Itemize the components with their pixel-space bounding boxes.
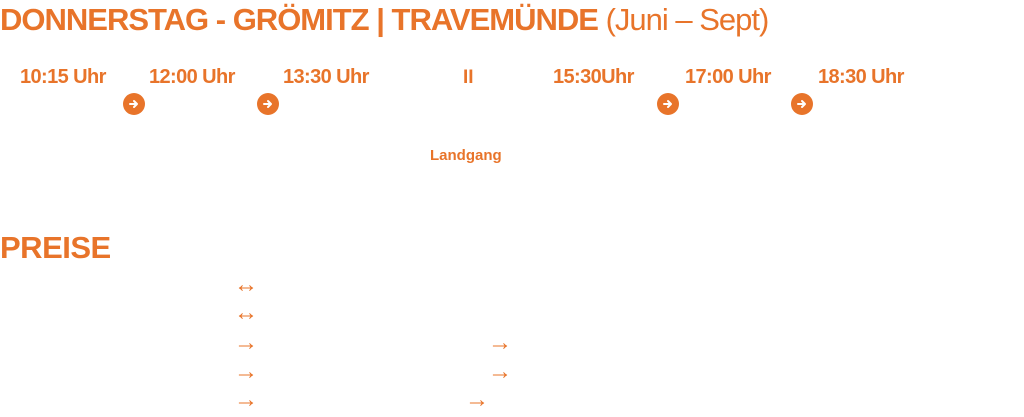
circle-arrow-right-icon [657, 93, 679, 115]
one-way-arrow-icon: → [488, 329, 512, 356]
one-way-arrow-icon: → [234, 386, 258, 413]
one-way-arrow-icon: → [234, 358, 258, 385]
page-title [0, 2, 768, 38]
departure-time-1: 10:15 Uhr [20, 66, 106, 88]
prices-heading: PREISE [0, 230, 111, 265]
one-way-arrow-icon: → [488, 358, 512, 385]
circle-arrow-right-icon [123, 93, 145, 115]
departure-time-5: 17:00 Uhr [685, 66, 771, 88]
circle-arrow-right-icon [791, 93, 813, 115]
round-trip-arrow-icon: ↔ [234, 271, 258, 298]
round-trip-arrow-icon: ↔ [234, 299, 258, 326]
pause-marker: II [463, 67, 474, 88]
departure-time-4: 15:30Uhr [553, 66, 634, 88]
departure-time-2: 12:00 Uhr [149, 66, 235, 88]
departure-time-3: 13:30 Uhr [283, 66, 369, 88]
departure-time-6: 18:30 Uhr [818, 66, 904, 88]
page-title-main: DONNERSTAG - GRÖMITZ | TRAVEMÜNDE [0, 2, 598, 37]
page-title-season: (Juni – Sept) [605, 2, 769, 37]
landgang-label: Landgang [430, 147, 502, 164]
circle-arrow-right-icon [257, 93, 279, 115]
one-way-arrow-icon: → [465, 386, 489, 413]
one-way-arrow-icon: → [234, 329, 258, 356]
